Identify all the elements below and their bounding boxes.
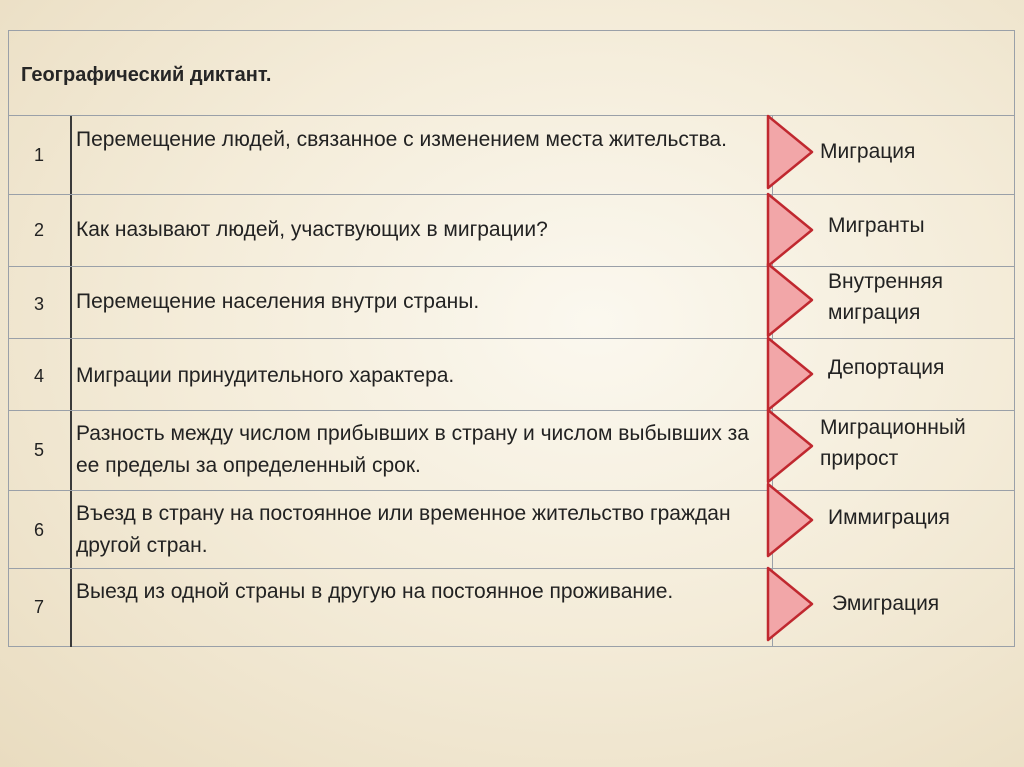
- row-question: Перемещение населения внутри страны.: [76, 290, 480, 313]
- row-divider: [8, 194, 1015, 195]
- arrow-icon: [766, 566, 814, 642]
- row-answer: Иммиграция: [828, 506, 950, 529]
- row-number: 5: [33, 440, 44, 460]
- row-divider: [8, 490, 1015, 491]
- arrow-icon: [766, 482, 814, 558]
- row-answer: Миграция: [820, 140, 916, 163]
- row-number: 1: [33, 145, 44, 165]
- row-question: Перемещение людей, связанное с изменением места жительства.: [76, 128, 727, 151]
- arrow-icon: [766, 114, 814, 190]
- row-answer: Депортация: [828, 356, 945, 379]
- row-number: 7: [33, 597, 44, 617]
- row-answer: Миграционный прирост: [820, 416, 966, 470]
- row-number: 6: [33, 520, 44, 540]
- row-question: Разность между числом прибывших в страну и числом выбывших за ее пределы за определенный срок.: [76, 422, 749, 477]
- row-number: 2: [33, 220, 44, 240]
- arrow-icon: [766, 262, 814, 338]
- row-divider: [8, 568, 1015, 569]
- page-title: Географический диктант.: [21, 64, 272, 86]
- arrow-icon: [766, 408, 814, 484]
- row-number: 3: [33, 294, 44, 314]
- row-divider: [8, 410, 1015, 411]
- row-number: 4: [33, 366, 44, 386]
- row-question: Выезд из одной страны в другую на постоянное проживание.: [76, 580, 674, 603]
- arrow-icon: [766, 336, 814, 412]
- row-answer: Внутренняя миграция: [828, 270, 944, 324]
- row-question: Как называют людей, участвующих в миграции?: [76, 218, 548, 241]
- row-question: Въезд в страну на постоянное или временное жительство граждан другой стран.: [76, 502, 731, 557]
- arrow-icon: [766, 192, 814, 268]
- row-question: Миграции принудительного характера.: [76, 364, 455, 387]
- row-answer: Эмиграция: [832, 592, 940, 615]
- row-divider: [8, 338, 1015, 339]
- row-answer: Мигранты: [828, 214, 925, 237]
